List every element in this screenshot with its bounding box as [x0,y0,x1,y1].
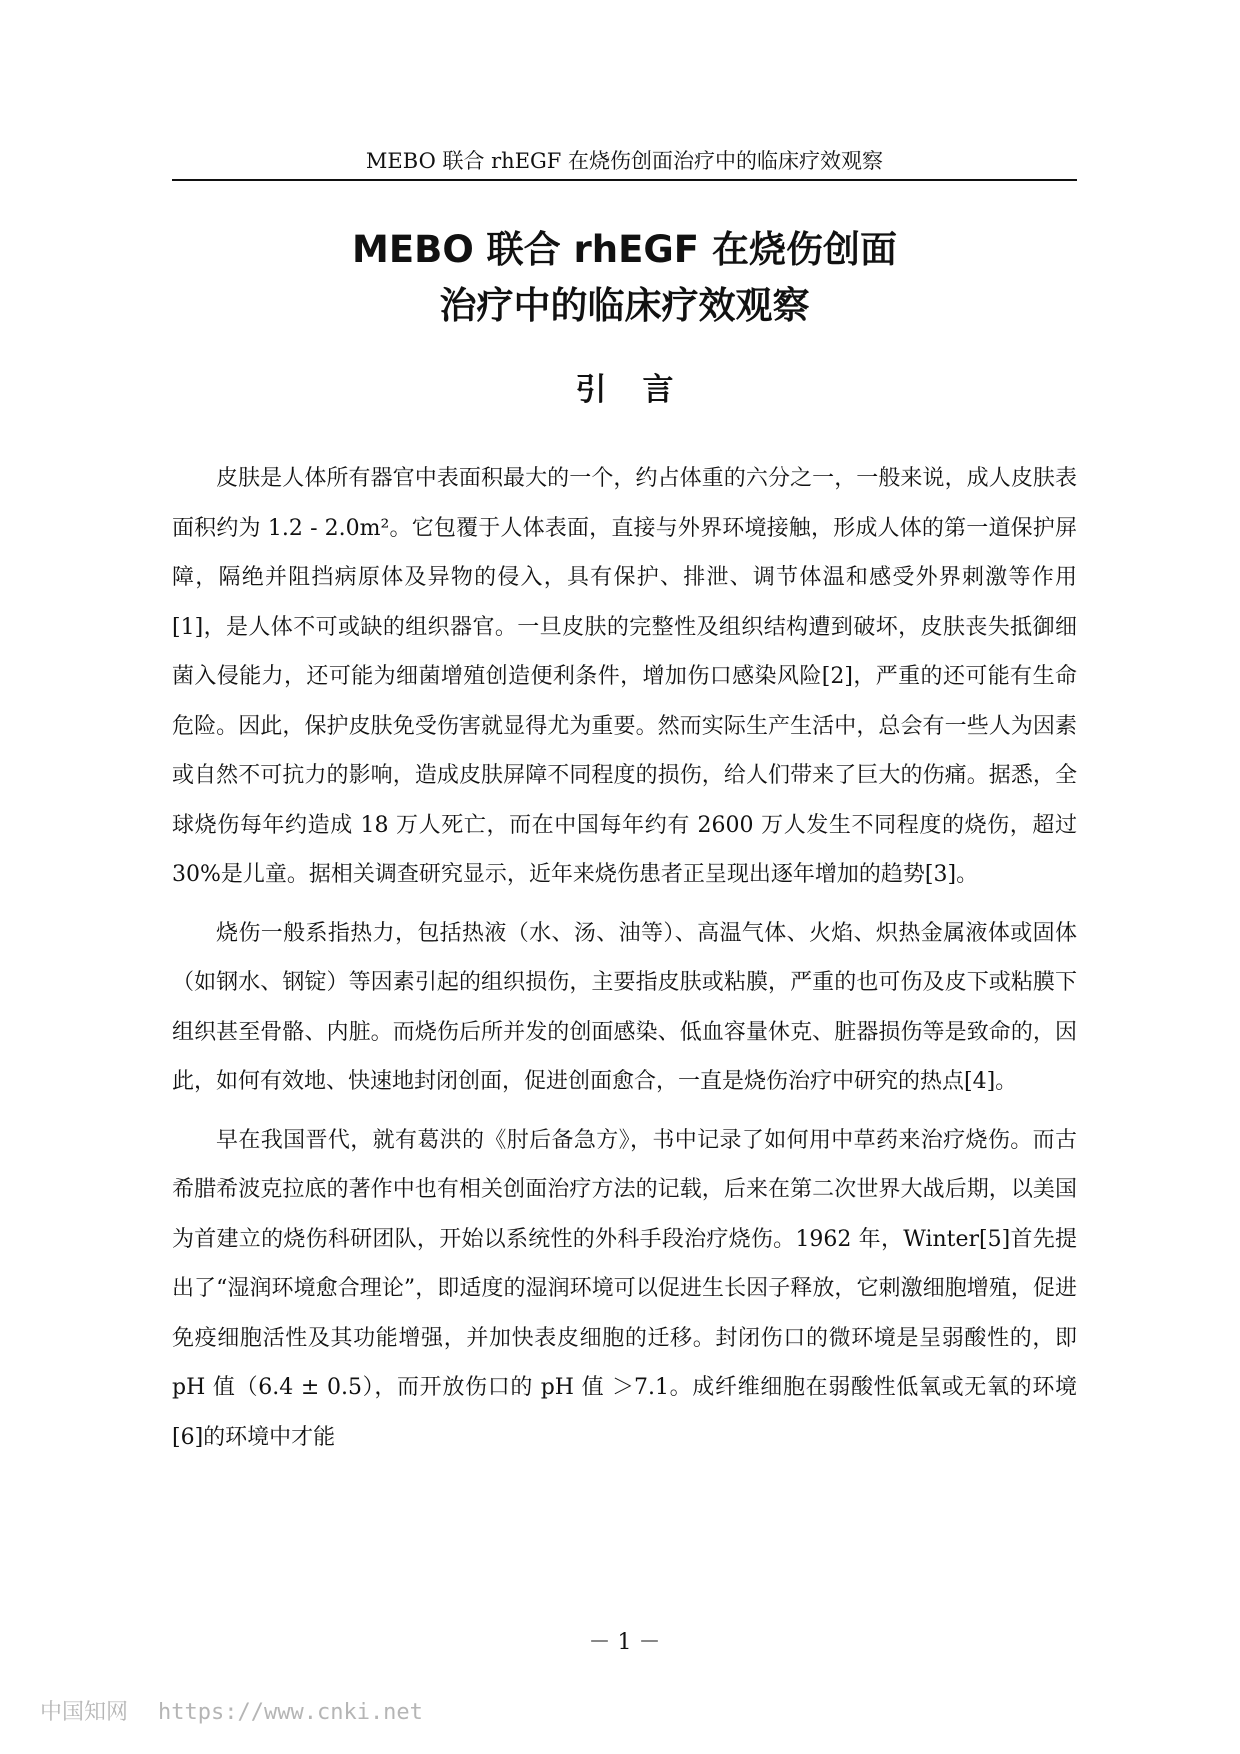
page-number: － 1 － [588,1630,661,1655]
cnki-watermark [40,1698,423,1728]
watermark-name: 中国知网 [40,1700,129,1725]
paragraph-3: 早在我国晋代，就有葛洪的《肘后备急方》，书中记录了如何用中草药来治疗烧伤。而古希腊希波克拉底的著作中也有相关创面治疗方法的记载，后来在第二次世界大战后期，以美国为首建立的烧伤科研团队，开始以系统性的外科手段治疗烧伤。1962 年，Winter[5]首先提出了“湿润环境愈合理论”，即适度的湿润环境可以促进生长因子释放，它刺激细胞增殖，促进免疫细胞活性及其功能增强，并加快表皮细胞的迁移。封闭伤口的微环境是呈弱酸性的，即 pH 值（6.4 ± 0.5），而开放伤口的 pH 值 ＞7.1。成纤维细胞在弱酸性低氧或无氧的环境[6]的环境中才能 [172,1127,1077,1450]
running-header: MEBO 联合 rhEGF 在烧伤创面治疗中的临床疗效观察 [365,149,884,173]
paper-title [172,222,1077,334]
body-text [172,454,1077,1462]
title-line-2: 治疗中的临床疗效观察 [439,284,810,327]
watermark-url: https://www.cnki.net [158,1700,423,1725]
paragraph-1: 皮肤是人体所有器官中表面积最大的一个，约占体重的六分之一，一般来说，成人皮肤表面积约为 1.2 - 2.0m²。它包覆于人体表面，直接与外界环境接触，形成人体的第一道保护屏障，隔绝并阻挡病原体及异物的侵入，具有保护、排泄、调节体温和感受外界刺激等作用[1]，是人体不可或缺的组织器官。一旦皮肤的完整性及组织结构遭到破坏，皮肤丧失抵御细菌入侵能力，还可能为细菌增殖创造便利条件，增加伤口感染风险[2]，严重的还可能有生命危险。因此，保护皮肤免受伤害就显得尤为重要。然而实际生产生活中，总会有一些人为因素或自然不可抗力的影响，造成皮肤屏障不同程度的损伤，给人们带来了巨大的伤痛。据悉，全球烧伤每年约造成 18 万人死亡，而在中国每年约有 2600 万人发生不同程度的烧伤，超过 30%是儿童。据相关调查研究显示，近年来烧伤患者正呈现出逐年增加的趋势[3]。 [172,466,1077,887]
paragraph-2: 烧伤一般系指热力，包括热液（水、汤、油等）、高温气体、火焰、炽热金属液体或固体（如钢水、钢锭）等因素引起的组织损伤，主要指皮肤或粘膜，严重的也可伤及皮下或粘膜下组织甚至骨骼、内脏。而烧伤后所并发的创面感染、低血容量休克、脏器损伤等是致命的，因此，如何有效地、快速地封闭创面，促进创面愈合，一直是烧伤治疗中研究的热点[4]。 [172,920,1077,1094]
section-heading: 引言 [575,372,710,408]
header-rule [172,179,1077,181]
title-line-1: MEBO 联合 rhEGF 在烧伤创面 [352,228,897,271]
